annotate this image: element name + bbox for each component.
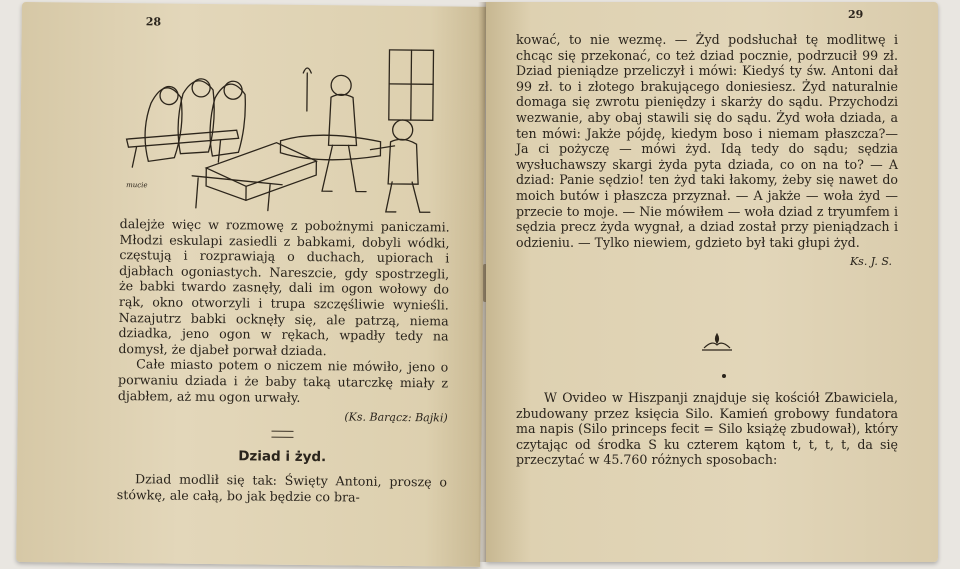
right-text: [516, 32, 898, 270]
illustration: [120, 43, 442, 216]
page-number-right: 29: [848, 8, 864, 21]
left-page: [16, 2, 486, 567]
illustration-signature: mucie: [126, 181, 148, 190]
page-number-left: 28: [145, 15, 162, 29]
open-book: [22, 2, 940, 566]
right-text-second: [516, 390, 898, 468]
paragraph: Całe miasto potem o niczem nie mówiło, jeno o porwaniu dziada i że baby taką utarczkę miały z djabłem, aż mu ogon urwały.: [117, 356, 449, 405]
paragraph: Dziad modlił się tak: Święty Antoni, proszę o stówkę, ale całą, bo jak będzie co bra-: [116, 471, 448, 505]
section-dot: [722, 374, 726, 378]
attribution: (Ks. Barącz: Bajki): [344, 410, 448, 425]
paragraph: kować, to nie wezmę. — Żyd podsłuchał tę modlitwę i chcąc się przekonać, co też dziad pocznie, podrzucił 99 zł. Dziad pieniądze przeliczył i mówi: Kiedyś ty św. Antoni dał 99 zł. to i złotego brakującego doniesiesz. Żyd naturalnie domaga się zwrotu pieniędzy i skarży do sądu. Przychodzi wezwanie, aby obaj stawili się do sądu. Żyd woła dziada, a ten mówi: Jakże pójdę, kiedym boso i niemam płaszcza?— Ja ci pożyczę — mówi żyd. Idą tedy do sądu; sędzia wysłuchawszy skargi żyda pyta dziada, co on na to? — A dziad: Panie sędzio! ten żyd taki łakomy, żeby się nawet do moich butów i płaszcza przyznał. — A jakże — woła żyd — przecie to moje. — Nie mówiłem — woła dziad z tryumfem i sędzia precz żyda wygnał, a dziad został przy pieniądzach i odzieniu. — Tylko niewiem, gdzieto był taki głupi żyd.: [516, 32, 898, 250]
story-heading: Dziad i żyd.: [238, 448, 327, 465]
left-text: [117, 216, 450, 506]
paragraph: W Ovideo w Hiszpanji znajduje się kościół Zbawiciela, zbudowany przez księcia Silo. Kamień grobowy fundatora ma napis (Silo princeps fecit = Silo książę zbudował), który czytając od środka S ku czterem kątom t, t, t, t, da się przeczytać w 45.760 różnych sposobach:: [516, 390, 898, 468]
paragraph: dalejże więc w rozmowę z pobożnymi paniczami. Młodzi eskulapi zasiedli z babkami, dobyli wódki, częstują i rozprawiają o duchach, upiorach i djabłach ogoniastych. Nareszcie, gdy spostrzegli, że babki twardo zasnęły, dali im ogon wołowy do rąk, okno otworzyli i trupa szczęśliwie wynieśli. Nazajutrz babki ocknęły się, ale patrzą, niema dziadka, jeno ogon w rękach, wpadły tedy na domysł, że djabeł porwał dziada.: [118, 216, 450, 358]
right-page: [486, 2, 938, 562]
signature: Ks. J. S.: [849, 255, 892, 269]
divider: [271, 430, 293, 437]
ornament-icon: [700, 332, 734, 354]
